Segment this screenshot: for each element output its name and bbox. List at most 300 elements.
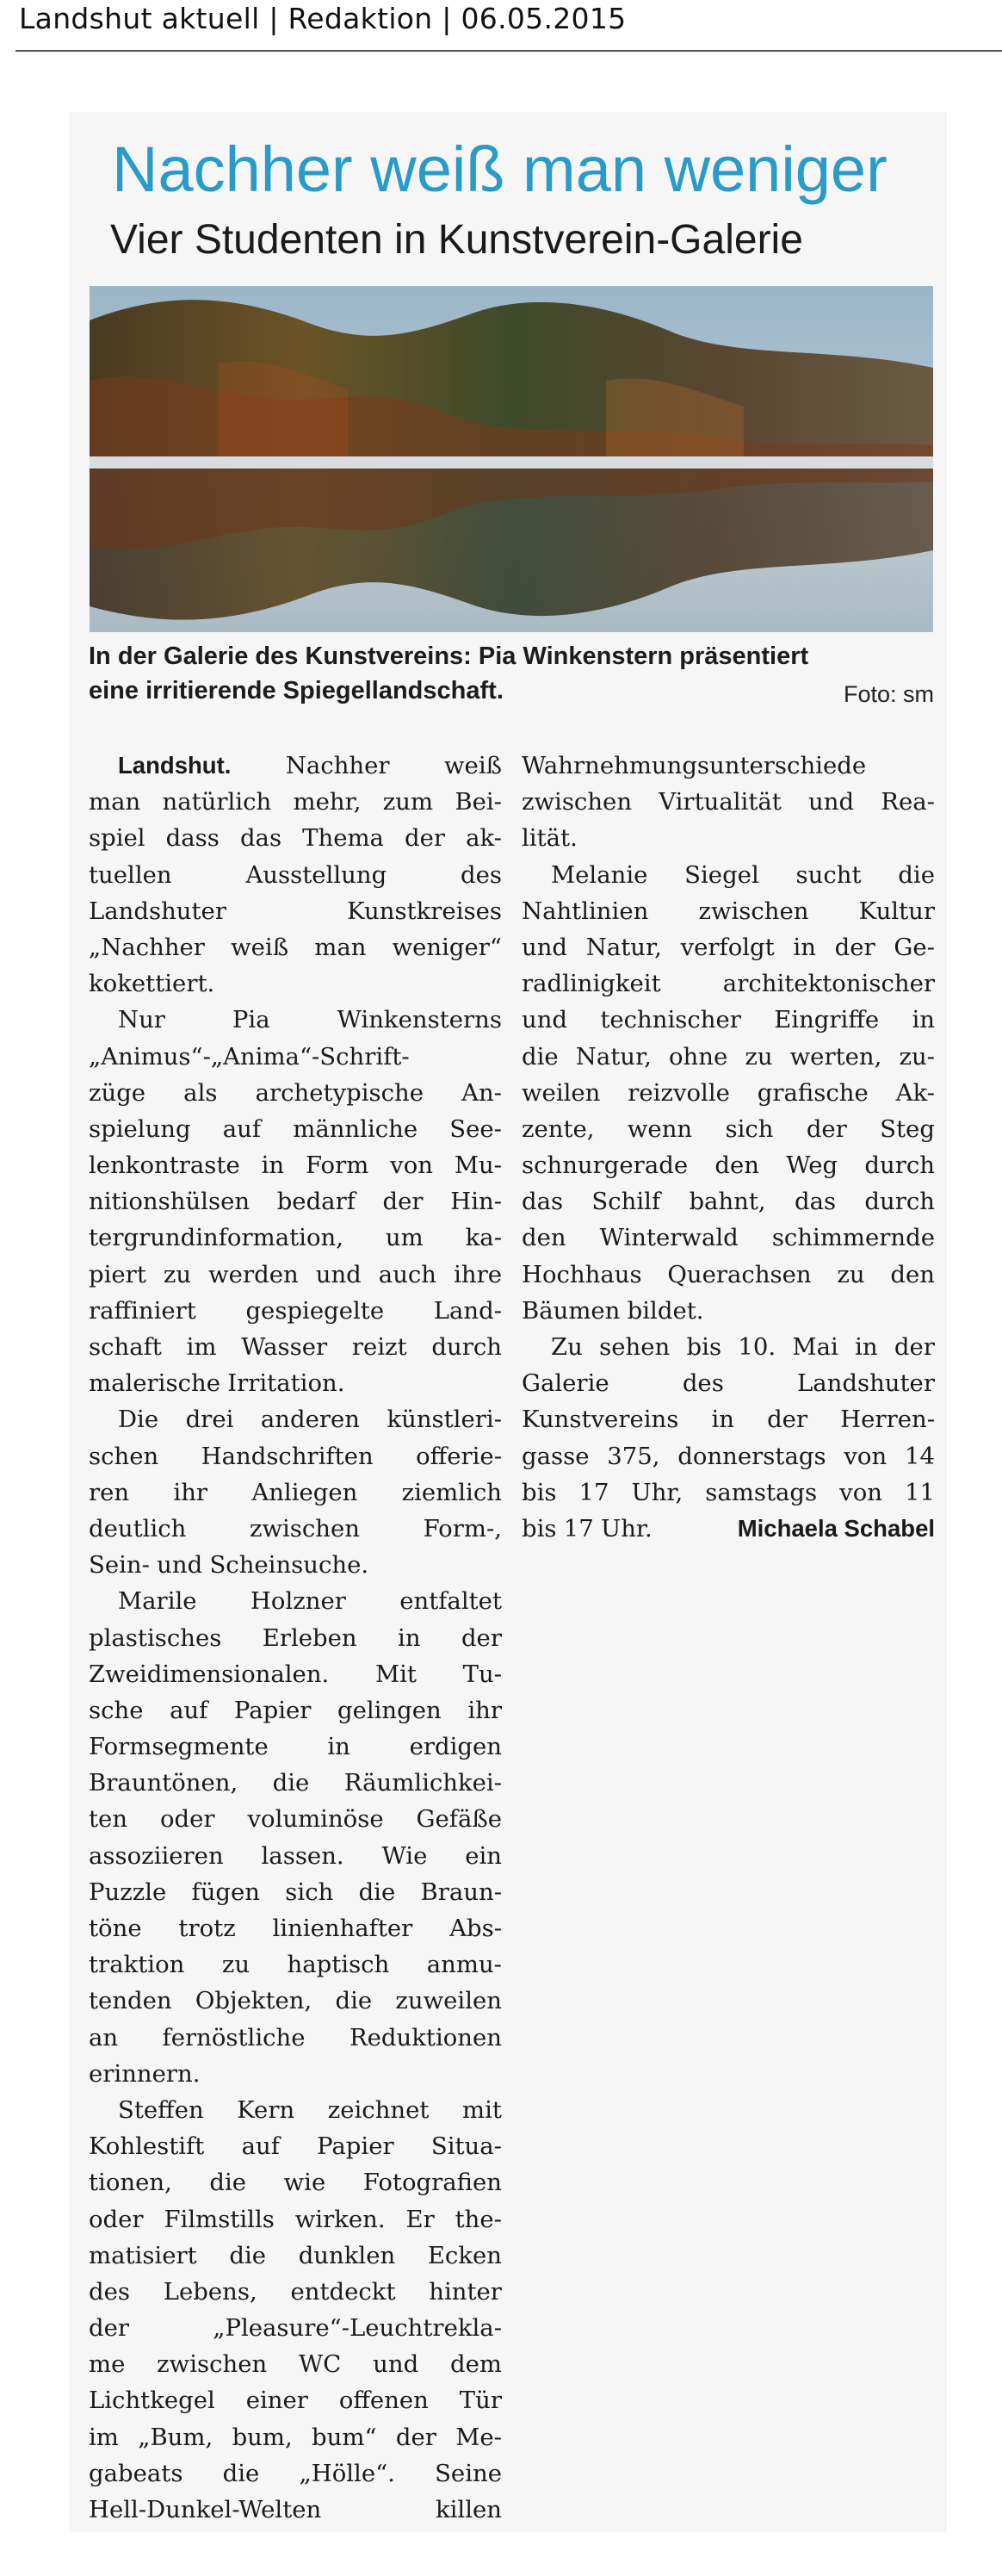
word: Ausstellung [245, 860, 387, 889]
word: Pia [232, 1006, 270, 1034]
text-line [89, 1183, 502, 1220]
word: mehr, [293, 788, 362, 816]
word: archetypische [255, 1078, 424, 1107]
word: Ak- [895, 1078, 935, 1107]
word: „Pleasure“-Leuchtrekla- [213, 2314, 502, 2343]
word: die [522, 1042, 559, 1071]
article-author: Michaela Schabel [737, 1514, 935, 1542]
word: das [239, 824, 282, 853]
word: der [894, 1333, 935, 1361]
word: des [682, 1369, 724, 1398]
word: der [395, 2423, 436, 2451]
text-line [522, 1220, 935, 1256]
word: der [767, 1406, 808, 1434]
text-line [89, 1075, 502, 1111]
word: von [839, 1478, 882, 1506]
word: Abs- [449, 1915, 502, 1942]
word: hinter [429, 2277, 502, 2306]
text-line [89, 1329, 502, 1365]
word: samstags [705, 1478, 818, 1506]
text-line [89, 1729, 502, 1765]
word: Ecken [427, 2241, 502, 2269]
word: der [461, 1623, 502, 1652]
word: zeichnet [327, 2095, 430, 2124]
word: An- [461, 1078, 502, 1107]
word: Die [118, 1406, 159, 1434]
word: entdeckt [290, 2277, 396, 2306]
word: Rea- [881, 788, 935, 816]
word: natürlich [162, 788, 272, 816]
word: lassen. [261, 1841, 344, 1870]
word: 14 [904, 1442, 935, 1470]
word: ka- [465, 1224, 502, 1252]
caption-line: eine irritierende Spiegellandschaft. [89, 677, 504, 705]
word: ihr [173, 1478, 208, 1506]
word: Natur, [575, 1042, 652, 1071]
text-line [89, 1547, 502, 1583]
word: Reduktionen [349, 2023, 502, 2051]
word: See- [449, 1114, 502, 1143]
word: nitionshülsen [89, 1188, 251, 1216]
text-line [522, 1039, 935, 1075]
word: grafische [757, 1078, 869, 1107]
word: Situa- [430, 2132, 502, 2161]
word: als [183, 1078, 218, 1107]
word: und [522, 933, 568, 961]
word: me [89, 2350, 126, 2379]
word: in [855, 1333, 878, 1361]
word: zwischen [698, 897, 809, 925]
word: weiß [444, 752, 502, 779]
word: wirken. [294, 2205, 386, 2233]
text-line [522, 1293, 935, 1329]
word: männliche [293, 1114, 418, 1143]
word: auch [378, 1260, 437, 1288]
word: Kultur [858, 897, 935, 925]
word: bildet. [627, 1296, 704, 1325]
word: in [261, 1151, 285, 1180]
word: die [898, 860, 935, 889]
text-line [89, 1365, 502, 1401]
word: ihr [467, 1696, 502, 1724]
word: lenkontraste [89, 1151, 240, 1180]
word: „Hölle“. [299, 2459, 395, 2487]
text-line [522, 1147, 935, 1183]
text-line [89, 1474, 502, 1511]
word: durch [431, 1333, 502, 1361]
text-line [89, 1583, 502, 1619]
word: lität. [522, 824, 578, 853]
text-line [89, 1220, 502, 1256]
text-line [89, 2382, 502, 2418]
word: zu [745, 1042, 773, 1071]
word: donnerstags [677, 1442, 826, 1470]
word: Land- [433, 1296, 502, 1325]
word: Marile [118, 1587, 197, 1616]
word: Kunstkreises [347, 897, 502, 925]
text-line [522, 1257, 935, 1293]
word: Virtualität [659, 788, 782, 816]
word: bedarf [276, 1188, 356, 1216]
word: 11 [904, 1478, 935, 1506]
word: dunklen [298, 2241, 396, 2269]
word: in [327, 1733, 350, 1761]
word: der [382, 1188, 424, 1216]
word: von [390, 1151, 433, 1180]
text-line [89, 1838, 502, 1874]
word: Thema [302, 824, 384, 853]
word: ihre [454, 1260, 502, 1288]
word: die [335, 1987, 373, 2015]
word: in [711, 1406, 734, 1434]
word: schimmernde [771, 1224, 935, 1252]
word: weiß [231, 933, 289, 961]
word: erdigen [409, 1733, 502, 1761]
word: traktion [89, 1951, 185, 1979]
word: 375, [607, 1442, 660, 1470]
word: tenden [89, 1987, 172, 2015]
word: bis [522, 1478, 557, 1506]
text-line [89, 2238, 502, 2274]
word: Schilf [591, 1188, 661, 1216]
photo-caption [89, 639, 941, 708]
word: Nur [118, 1006, 165, 1034]
text-line [522, 1002, 935, 1038]
text-line [89, 2020, 502, 2056]
word: Objekten, [195, 1987, 312, 2015]
word: die [209, 2169, 247, 2197]
word: Hin- [450, 1188, 502, 1216]
text-line [89, 784, 502, 820]
source-header-text: Landshut aktuell | Redaktion | 06.05.2015 [19, 2, 627, 35]
word: verfolgt [680, 933, 775, 961]
word: züge [89, 1078, 146, 1107]
word: WC [299, 2350, 342, 2379]
word: Uhr, [631, 1478, 683, 1506]
word: und [157, 1551, 203, 1580]
word: sucht [795, 860, 862, 889]
word: Me- [455, 2423, 502, 2451]
word: Nachher [285, 752, 390, 779]
source-header [15, 0, 1002, 52]
text-line [522, 748, 935, 784]
text-line [89, 1257, 502, 1293]
word: auf [241, 2132, 280, 2161]
word: sche [89, 1696, 144, 1724]
word: Kohlestift [89, 2132, 205, 2161]
word: fernöstliche [162, 2023, 306, 2051]
word: malerische [89, 1369, 220, 1398]
word: anmu- [426, 1951, 502, 1979]
word: Natur, [585, 933, 662, 961]
word: offenen [338, 2387, 429, 2415]
text-line [89, 1656, 502, 1692]
word: auf [222, 1114, 262, 1143]
word: den [890, 1260, 935, 1288]
word: plastisches [89, 1623, 222, 1652]
text-line [89, 1765, 502, 1801]
text-line [522, 820, 935, 856]
word: Brauntönen, [89, 1769, 238, 1797]
text-line [89, 1293, 502, 1329]
word: tergrundinformation, [89, 1224, 343, 1252]
text-line [89, 748, 502, 784]
text-line [522, 1365, 935, 1401]
text-line [522, 929, 935, 965]
word: reizt [351, 1333, 407, 1361]
word: Weg [786, 1151, 838, 1180]
word: Siegel [684, 860, 759, 889]
word: des [461, 860, 502, 889]
word: bahnt, [689, 1188, 766, 1216]
word: 17 [578, 1478, 609, 1506]
word: schen [89, 1442, 159, 1470]
word: des [89, 2277, 130, 2306]
text-line [89, 1002, 502, 1038]
text-line [522, 965, 935, 1002]
text-line [89, 820, 502, 856]
word: ak- [466, 824, 502, 853]
article-column-left [89, 748, 502, 2528]
word: Wahrnehmungsunterschiede [522, 752, 867, 779]
word: bum“ [312, 2423, 377, 2451]
word: Puzzle [89, 1878, 167, 1906]
word: wie [283, 2169, 326, 2197]
word: Lebens, [163, 2277, 257, 2306]
word: zente, [522, 1114, 595, 1143]
word: das [522, 1188, 564, 1216]
text-line [522, 857, 935, 893]
word: Form-, [423, 1514, 502, 1542]
word: linienhafter [272, 1915, 413, 1942]
word: Zweidimensionalen. [89, 1660, 330, 1688]
word: werten, [789, 1042, 882, 1071]
text-line [522, 1511, 935, 1547]
word: gespiegelte [245, 1296, 385, 1325]
word: das [794, 1188, 837, 1216]
word: wenn [627, 1114, 693, 1143]
word: sich [725, 1114, 774, 1143]
word: spielung [89, 1114, 191, 1143]
text-line [89, 1438, 502, 1474]
word: zu [837, 1260, 865, 1288]
word: die [222, 2459, 260, 2487]
text-line [89, 1620, 502, 1656]
text-line [89, 1511, 502, 1547]
word: um [385, 1224, 424, 1252]
word: Fotografien [362, 2169, 502, 2197]
word: ohne [668, 1042, 728, 1071]
word: drei [185, 1406, 234, 1434]
word: offerie- [416, 1442, 502, 1470]
word: in [398, 1623, 421, 1652]
text-line [89, 1692, 502, 1729]
word: und [808, 788, 855, 816]
word: radlinigkeit [522, 970, 661, 998]
word: im [89, 2423, 119, 2451]
text-line [89, 2092, 502, 2128]
photo-credit: Foto: sm [843, 681, 934, 707]
text-line [522, 1474, 935, 1511]
word: bum, [232, 2423, 293, 2451]
word: durch [864, 1151, 935, 1180]
word: the- [455, 2205, 502, 2233]
word: Wie [381, 1841, 428, 1870]
text-line [522, 1401, 935, 1437]
word: zwischen [157, 2350, 268, 2379]
word: Kern [237, 2095, 295, 2124]
word: erinnern. [89, 2059, 201, 2088]
word: Galerie [522, 1369, 609, 1398]
word: Mu- [454, 1151, 502, 1180]
word: Melanie [551, 860, 648, 889]
word: Sein- [89, 1551, 150, 1580]
word: Seine [435, 2459, 502, 2487]
word: man [89, 788, 141, 816]
word: „Bum, [138, 2423, 213, 2451]
word: gasse [522, 1442, 590, 1470]
article-column-right [522, 748, 935, 1547]
word: sich [285, 1878, 334, 1906]
word: Er [405, 2205, 435, 2233]
text-line [89, 929, 502, 965]
word: Gefäße [416, 1805, 502, 1834]
word: Scheinsuche. [209, 1551, 369, 1580]
word: zu [163, 1260, 192, 1288]
text-line [89, 1039, 502, 1075]
article-headline: Nachher weiß man weniger [112, 133, 888, 205]
word: Winterwald [599, 1224, 739, 1252]
article-photo [90, 286, 933, 632]
word: der [834, 933, 875, 961]
word: auf [170, 1696, 208, 1724]
text-line [89, 857, 502, 893]
word: Räumlichkei- [343, 1769, 502, 1797]
text-line [89, 1401, 502, 1437]
word: killen [435, 2496, 502, 2523]
word: Papier [233, 1696, 312, 1724]
word: Nahtlinien [522, 897, 649, 925]
word: der [405, 824, 446, 853]
word: und [522, 1006, 568, 1034]
word: matisiert [89, 2241, 197, 2269]
text-line [89, 2201, 502, 2238]
word: die [272, 1769, 310, 1797]
word: „Animus“-„Anima“-Schrift- [89, 1042, 410, 1071]
word: von [844, 1442, 888, 1470]
word: ein [465, 1841, 502, 1870]
word: reizvolle [628, 1078, 730, 1107]
text-line [89, 2056, 502, 2092]
word: ziemlich [401, 1478, 502, 1506]
word: dem [450, 2350, 502, 2379]
word: oder [89, 2205, 144, 2233]
word: haptisch [287, 1951, 390, 1979]
word: Steg [880, 1114, 935, 1143]
word: Braun- [420, 1878, 502, 1906]
word: der [806, 1114, 847, 1143]
word: 10. [738, 1333, 776, 1361]
word: in [793, 933, 816, 961]
word: die [358, 1878, 396, 1906]
text-line [89, 893, 502, 929]
word: Lichtkegel [89, 2387, 215, 2415]
word: schaft [89, 1333, 162, 1361]
word: Filmstills [164, 2205, 275, 2233]
text-line [522, 1183, 935, 1220]
word: künstleri- [387, 1406, 502, 1434]
word: anderen [260, 1406, 360, 1434]
word: technischer [600, 1006, 741, 1034]
text-line [89, 2310, 502, 2346]
word: mit [462, 2095, 502, 2124]
word: entfaltet [399, 1587, 502, 1616]
word: Hell-Dunkel-Welten [89, 2496, 322, 2523]
word: Formsegmente [89, 1733, 269, 1761]
word: zwischen [522, 788, 633, 816]
text-line [89, 1946, 502, 1983]
word: assoziieren [89, 1841, 224, 1870]
word: oder [159, 1805, 215, 1834]
word: dass [165, 824, 220, 853]
word: Zu [551, 1333, 583, 1361]
word: deutlich [89, 1514, 187, 1542]
text-line [89, 2164, 502, 2200]
word: 17 [563, 1514, 594, 1542]
text-line [89, 1111, 502, 1147]
word: zu- [899, 1042, 935, 1071]
word: Papier [317, 2132, 394, 2161]
word: weilen [522, 1078, 601, 1107]
word: zu [221, 1951, 251, 1979]
text-line [89, 2274, 502, 2310]
text-line [89, 2455, 502, 2492]
word: Tu- [462, 1660, 502, 1688]
article-subheadline: Vier Studenten in Kunstverein-Galerie [110, 217, 803, 263]
word: Bäumen [522, 1296, 621, 1325]
word: schnurgerade [522, 1151, 689, 1180]
word: spiel [89, 824, 145, 853]
word: ten [89, 1805, 128, 1834]
word: voluminöse [247, 1805, 384, 1834]
word: tionen, [89, 2169, 172, 2197]
word: zwischen [249, 1514, 360, 1542]
word: im [186, 1333, 217, 1361]
word: bis [522, 1514, 557, 1542]
text-line [522, 893, 935, 929]
word: architektonischer [722, 970, 935, 998]
word: Mit [374, 1660, 417, 1688]
word: raffiniert [89, 1296, 196, 1325]
word: tuellen [89, 860, 172, 889]
word: Irritation. [227, 1369, 345, 1398]
word: Bei- [455, 788, 502, 816]
text-line [89, 1910, 502, 1946]
word: Hochhaus [522, 1260, 642, 1288]
word: der [89, 2314, 130, 2343]
word: Steffen [118, 2095, 204, 2124]
word: Wasser [241, 1333, 328, 1361]
word: man [314, 933, 367, 961]
caption-line: In der Galerie des Kunstvereins: Pia Winkenstern präsentiert [89, 642, 809, 670]
word: den [522, 1224, 566, 1252]
word: Winkensterns [337, 1006, 502, 1034]
word: in [912, 1006, 935, 1034]
word: ren [89, 1478, 130, 1506]
text-line [89, 2419, 502, 2455]
word: einer [245, 2387, 308, 2415]
word: Eingriffe [774, 1006, 880, 1034]
